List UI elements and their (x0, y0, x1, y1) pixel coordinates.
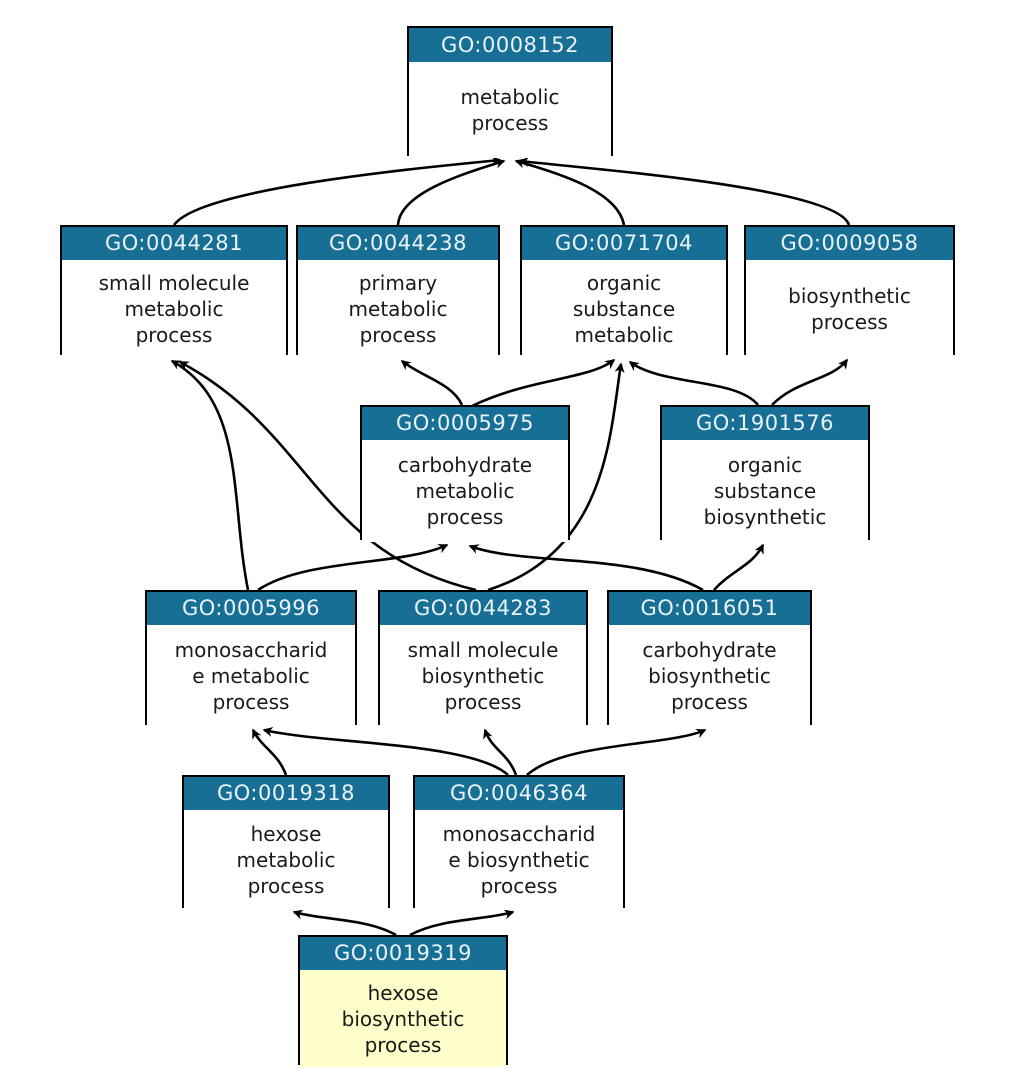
go-term-label-line: process (247, 874, 325, 898)
go-term-label-line: process (471, 111, 549, 135)
go-term-label-line: hexose (250, 822, 322, 846)
go-term-label-line: metabolic (348, 296, 448, 321)
is-a-edge (520, 161, 849, 225)
go-term-label-line: small molecule (407, 638, 559, 662)
go-term-label-line: substance (713, 479, 817, 503)
go-term-node[interactable] (378, 590, 588, 725)
go-term-label (184, 810, 388, 910)
go-term-label (362, 440, 568, 542)
go-term-node[interactable] (298, 935, 508, 1065)
go-id-header: GO:0005996 (147, 592, 355, 625)
go-term-node[interactable] (145, 590, 357, 725)
go-term-label (409, 62, 611, 158)
is-a-edge (253, 730, 286, 775)
go-term-label-line: metabolic (415, 479, 515, 503)
go-term-label-line: metabolic (124, 296, 224, 321)
go-term-label-line: primary (358, 270, 438, 295)
go-term-label (662, 440, 868, 542)
go-id-header: GO:0044283 (380, 592, 586, 625)
go-id-header: GO:0019318 (184, 777, 388, 810)
go-term-label-line: hexose (367, 980, 439, 1005)
go-term-label-line: process (359, 322, 437, 347)
is-a-edge (772, 360, 847, 405)
go-id-header: GO:0005975 (362, 407, 568, 440)
go-term-node[interactable] (660, 405, 870, 540)
go-term-node[interactable] (607, 590, 812, 725)
go-term-label-line: process (212, 690, 290, 714)
go-term-label (147, 625, 355, 727)
is-a-edge (630, 362, 758, 405)
go-term-node[interactable] (60, 225, 288, 355)
go-term-label-line: carbohydrate (642, 638, 777, 662)
go-term-label-line: process (671, 690, 748, 714)
go-term-label (522, 260, 726, 357)
go-id-header: GO:0044238 (298, 227, 498, 260)
go-term-label-line: e metabolic (192, 664, 310, 688)
is-a-edge (294, 912, 396, 935)
go-id-header: GO:0071704 (522, 227, 726, 260)
is-a-edge (472, 360, 614, 406)
go-term-label-line: biosynthetic (421, 664, 545, 688)
go-term-label-line: metabolic (574, 322, 674, 347)
go-term-label (415, 810, 623, 910)
go-term-label-line: biosynthetic (703, 505, 827, 529)
is-a-edge (410, 912, 513, 935)
go-id-header: GO:0008152 (409, 28, 611, 62)
go-term-label-line: process (426, 505, 504, 529)
go-term-label-line: carbohydrate (397, 453, 533, 477)
go-term-node[interactable] (744, 225, 955, 355)
go-term-label-line: organic (586, 270, 662, 295)
is-a-edge (398, 161, 504, 225)
go-term-node[interactable] (360, 405, 570, 540)
go-term-node[interactable] (182, 775, 390, 908)
go-id-header: GO:0009058 (746, 227, 953, 260)
is-a-edge (172, 361, 248, 590)
go-term-label-line: metabolic (236, 848, 336, 872)
go-term-node[interactable] (520, 225, 728, 355)
go-term-label-line: biosynthetic (648, 664, 771, 688)
go-term-label-line: process (135, 322, 213, 347)
is-a-edge (264, 730, 508, 775)
go-id-header: GO:0046364 (415, 777, 623, 810)
go-term-label-line: process (480, 874, 558, 898)
go-id-header: GO:0044281 (62, 227, 286, 260)
is-a-edge (174, 160, 500, 225)
go-id-header: GO:1901576 (662, 407, 868, 440)
go-term-label-line: biosynthetic (788, 283, 911, 308)
go-term-label-line: process (444, 690, 522, 714)
go-term-node[interactable] (296, 225, 500, 355)
go-term-label (609, 625, 810, 727)
go-term-label-line: process (811, 309, 888, 334)
go-term-label-line: organic (727, 453, 803, 477)
go-term-label-line: e biosynthetic (448, 848, 590, 872)
go-term-label (300, 970, 506, 1067)
go-term-label-line: biosynthetic (341, 1006, 465, 1031)
go-term-label (298, 260, 498, 357)
is-a-edge (402, 361, 462, 405)
go-term-label-line: metabolic (460, 85, 560, 109)
go-term-label (380, 625, 586, 727)
go-term-label-line: monosaccharid (174, 638, 328, 662)
go-id-header: GO:0016051 (609, 592, 810, 625)
is-a-edge (527, 730, 705, 775)
is-a-edge (258, 545, 447, 590)
go-term-label-line: process (364, 1032, 442, 1057)
go-term-label-line: substance (572, 296, 676, 321)
go-term-label (746, 260, 953, 357)
go-term-label-line: monosaccharid (442, 822, 596, 846)
is-a-edge (714, 545, 763, 590)
go-id-header: GO:0019319 (300, 937, 506, 970)
go-term-label-line: small molecule (98, 270, 250, 295)
go-term-node[interactable] (407, 26, 613, 156)
go-term-label (62, 260, 286, 357)
go-term-node[interactable] (413, 775, 625, 908)
